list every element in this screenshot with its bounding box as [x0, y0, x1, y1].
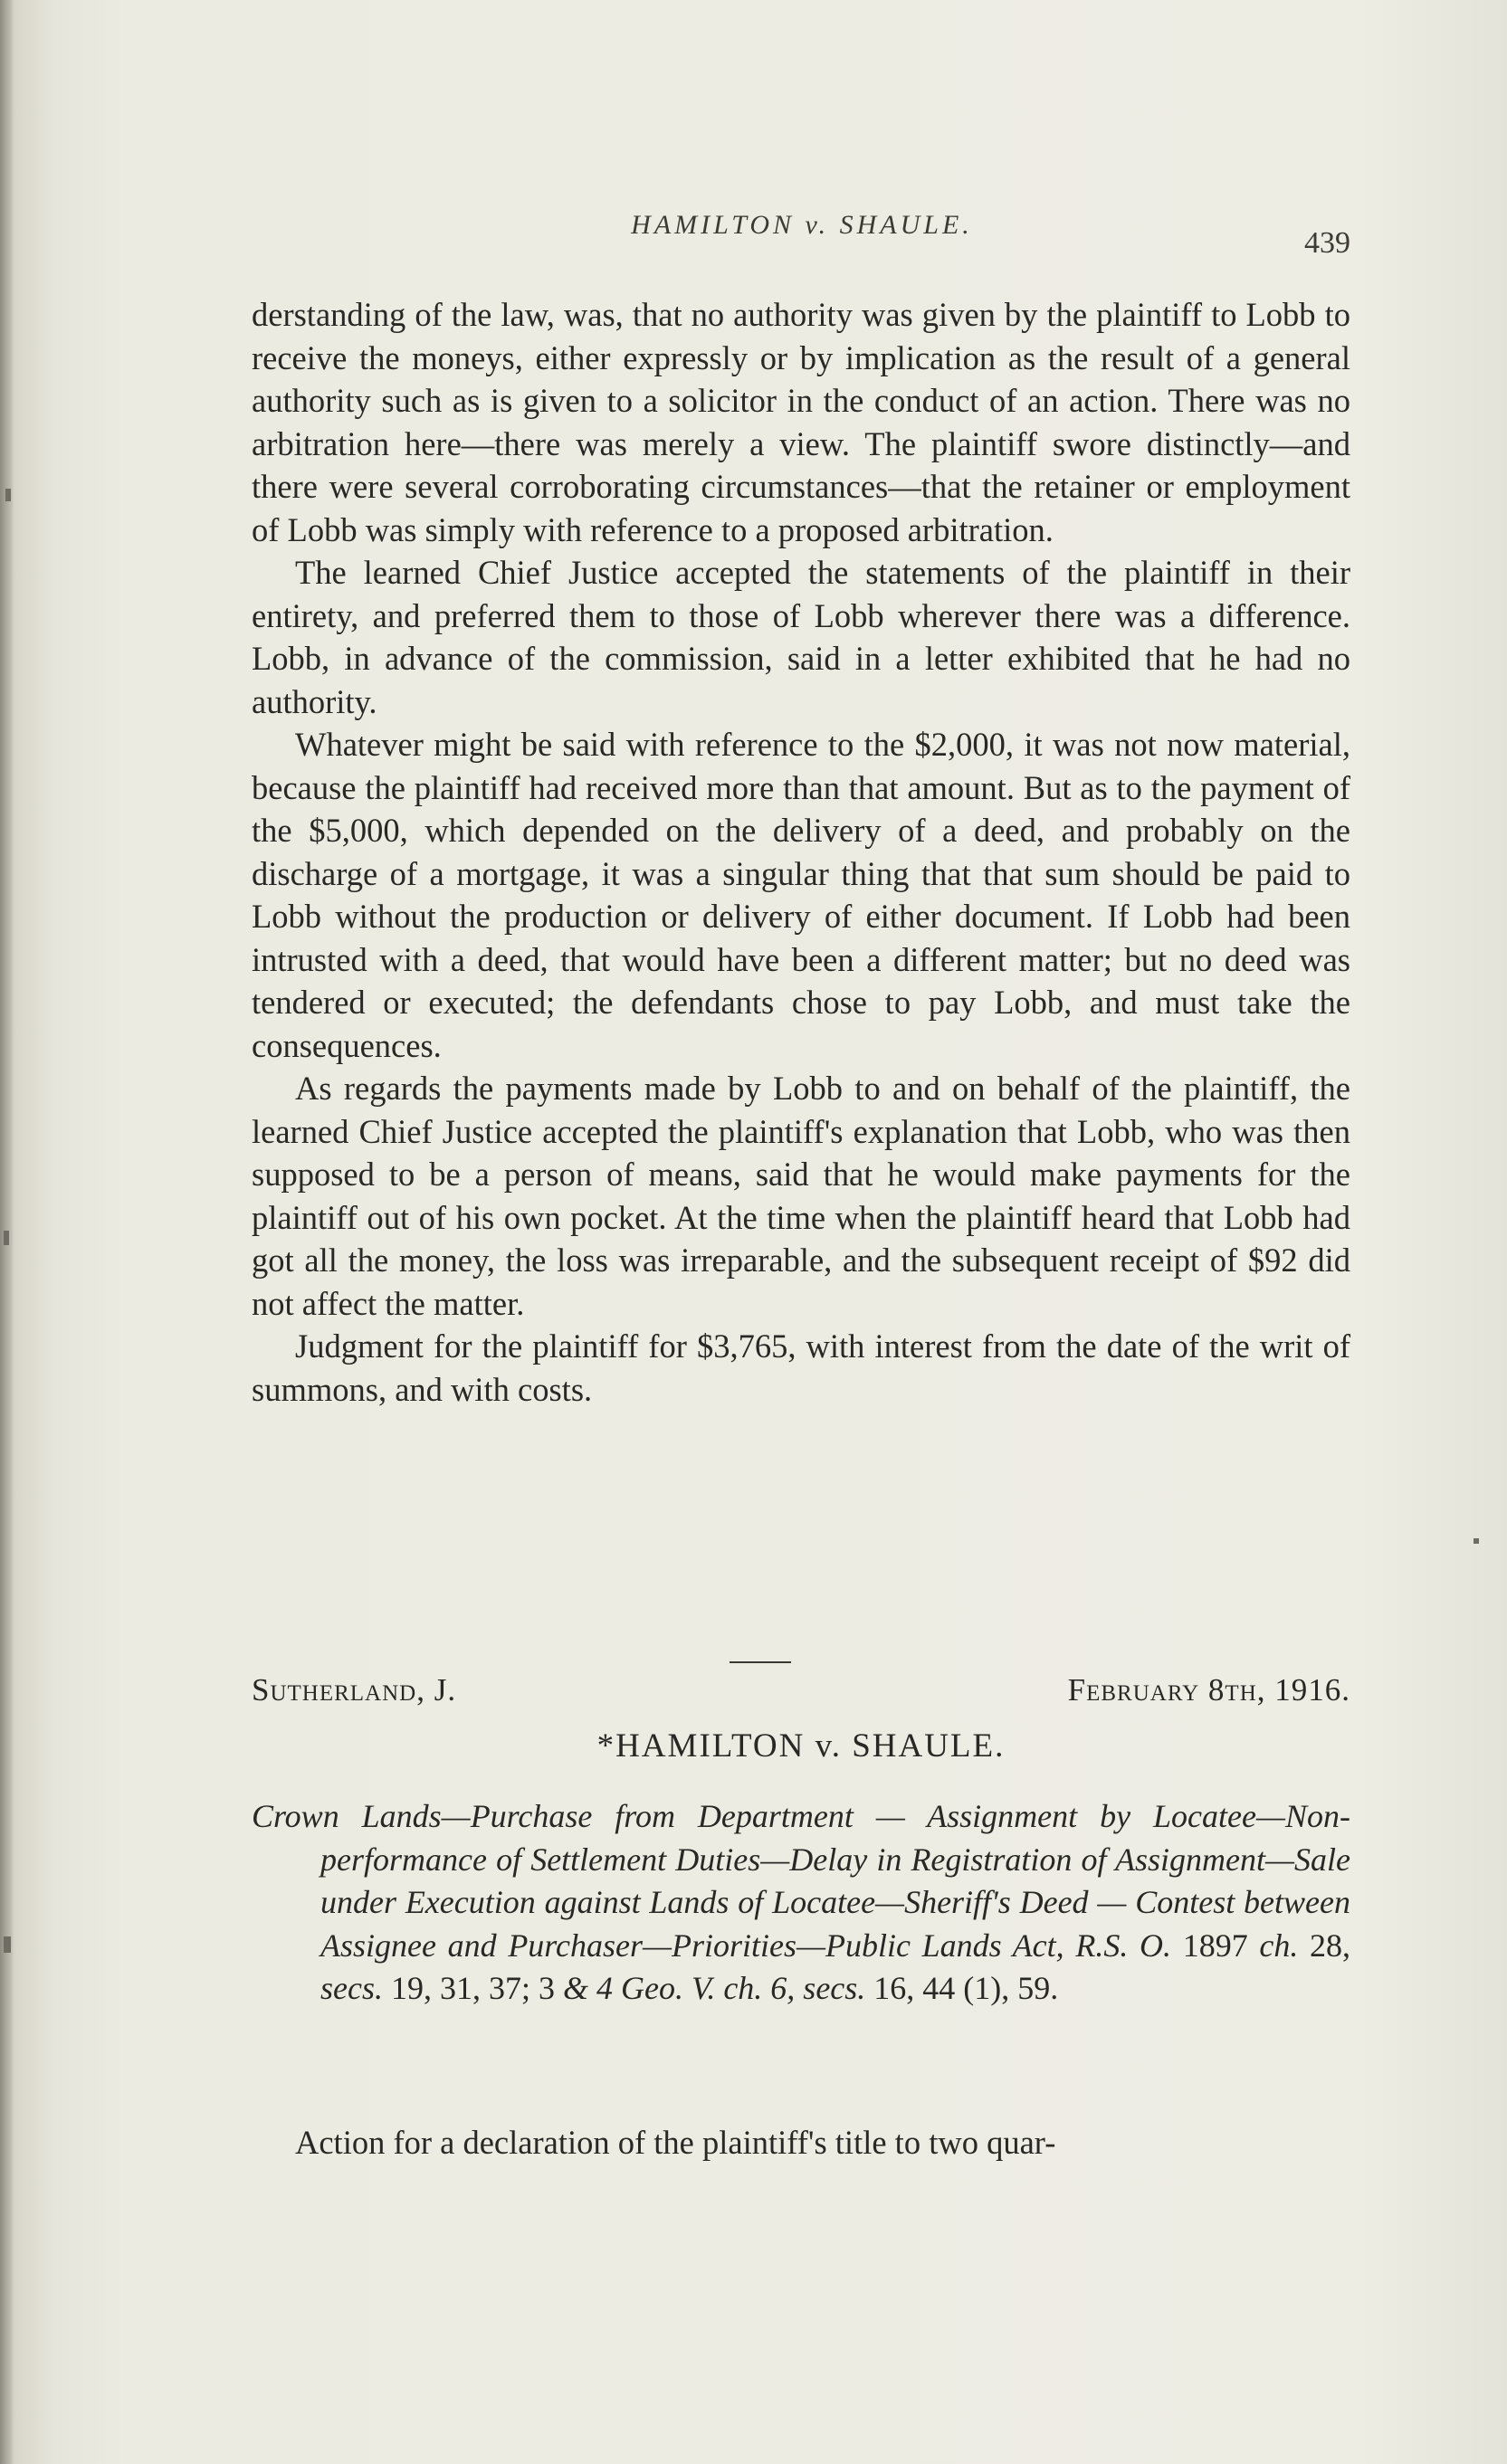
headnote-num-4: 16, 44 (1), 59. [873, 1970, 1059, 2006]
paragraph-4: As regards the payments made by Lobb to and on behalf of the plaintiff, the learned Chief Justice accepted the plaintiff's explanation that Lobb, who was then supposed to be a person of means, said that he would make payments for the plaintiff out of his own pocket. At the time when the plaintiff heard that Lobb had got all the money, the loss was irreparable, and the subsequent receipt of $92 did not affect the matter. [252, 1070, 1350, 1322]
margin-mark [1474, 1538, 1479, 1544]
headnote-text-2: ch. [1259, 1926, 1299, 1964]
section-divider [730, 1661, 791, 1663]
judge-name: Sutherland, J. [252, 1672, 457, 1708]
margin-mark [4, 1936, 11, 1953]
headnote-num-1: 1897 [1182, 1926, 1248, 1964]
action-paragraph: Action for a declaration of the plaintiff's title to two quar- [295, 2124, 1056, 2161]
case-judge-date-line [252, 1672, 1350, 1717]
headnote-text-4: & 4 Geo. V. ch. 6, secs. [563, 1970, 866, 2006]
judgment-date: February 8th, 1916. [1067, 1672, 1350, 1708]
margin-mark [4, 1231, 9, 1245]
body-text [252, 293, 1350, 1411]
headnote-text-3: secs. [320, 1970, 383, 2006]
paragraph-3: Whatever might be said with reference to the $2,000, it was not now material, because the plaintiff had received more than that amount. But as to the payment of the $5,000, which depended on the delivery of a deed, and probably on the discharge of a mortgage, it was a singular thing that that sum should be paid to Lobb without the production or delivery of either document. If Lobb had been intrusted with a deed, that would have been a different matter; but no deed was tendered or executed; the defendants chose to pay Lobb, and must take the consequences. [252, 726, 1350, 1064]
paragraph-1: derstanding of the law, was, that no authority was given by the plaintiff to Lobb to receive the moneys, either expressly or by implication as the result of a general authority such as is given to a solicitor in the conduct of an action. There was no arbitration here—there was merely a view. The plaintiff swore distinctly—and there were several corroborating circumstances—that the retainer or employment of Lobb was simply with reference to a proposed arbitration. [252, 296, 1350, 548]
headnote [252, 1795, 1350, 2011]
headnote-num-3: 19, 31, 37; 3 [390, 1970, 555, 2006]
headnote-paragraph [252, 1795, 1350, 2011]
page-number: 439 [1304, 226, 1350, 260]
running-title: HAMILTON v. SHAULE. [631, 210, 973, 240]
case-title: *HAMILTON v. SHAULE. [596, 1727, 1006, 1765]
paragraph-2: The learned Chief Justice accepted the statements of the plaintiff in their entirety, and preferred them to those of Lobb wherever there was a difference. Lobb, in advance of the commission, said in a letter exhibited that he had no authority. [252, 554, 1350, 720]
margin-mark [5, 489, 11, 501]
paragraph-5: Judgment for the plaintiff for $3,765, with interest from the date of the writ of summons, and with costs. [252, 1327, 1350, 1408]
running-head [253, 210, 1350, 264]
headnote-text-1: Crown Lands—Purchase from Department — Assignment by Locatee—Non-performance of Settlement Duties—Delay in Registration of Assignment—Sale under Execution against Lands of Locatee—Sheriff's Deed — Contest between Assignee and Purchaser—Priorities—Public Lands Act, R.S. O. [252, 1798, 1350, 1964]
headnote-num-2: 28, [1310, 1926, 1351, 1964]
